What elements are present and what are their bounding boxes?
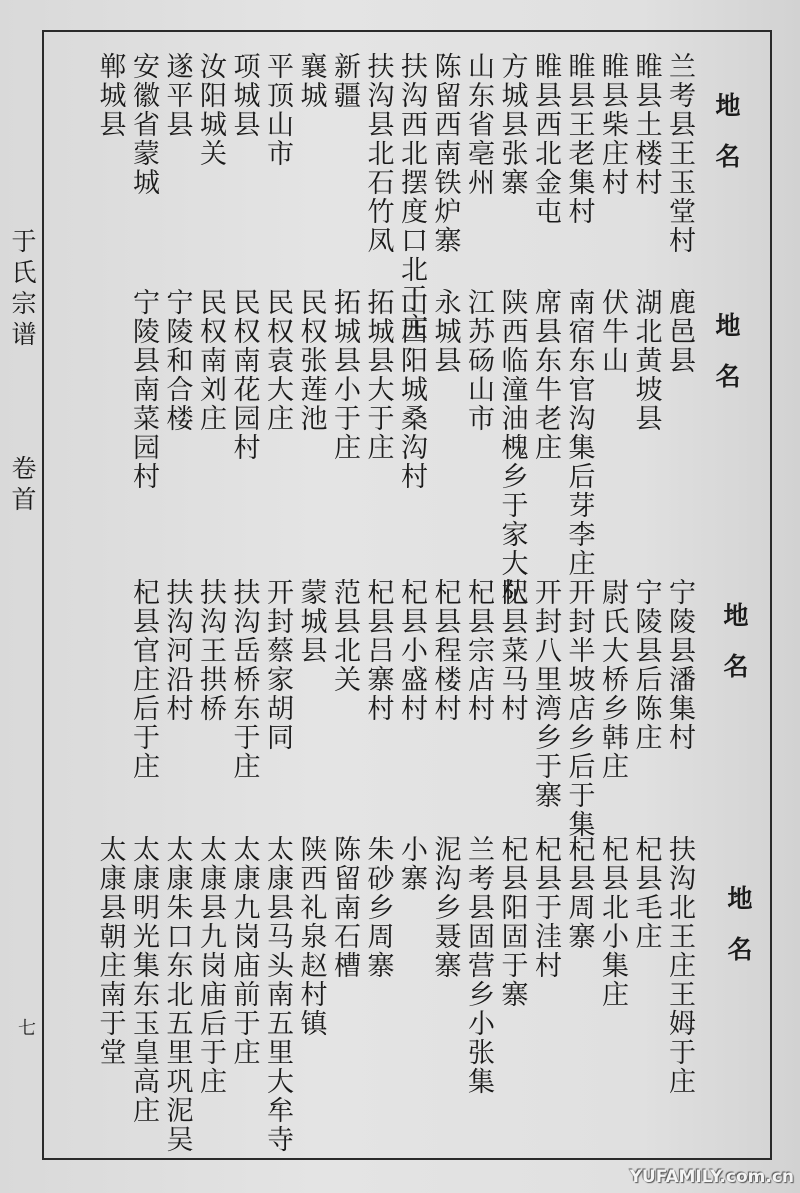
place-name-entry: 拓城县小于庄 [329, 288, 360, 462]
place-name-entry: 宁陵县南菜园村 [128, 288, 159, 491]
place-name-entry: 新疆 [329, 52, 360, 110]
section-header-2: 地名 [712, 312, 741, 414]
place-name-entry: 太康九岗庙前于庄 [228, 835, 260, 1067]
place-name-entry: 项城县 [228, 52, 260, 139]
place-name-entry: 太康县朝庄南于堂 [94, 835, 126, 1067]
place-name-entry: 范县北关 [329, 578, 360, 694]
place-name-entry: 拓城县大于庄 [362, 288, 394, 462]
place-name-entry: 遂平县 [161, 52, 193, 139]
book-title: 于氏宗谱 [8, 228, 37, 352]
place-name-entry: 杞县小盛村 [396, 578, 427, 723]
place-name-entry: 杞县于洼村 [530, 835, 561, 980]
place-name-entry: 江苏砀山市 [463, 288, 494, 433]
place-name-entry: 扶沟北王庄王姆于庄 [664, 835, 695, 1096]
place-name-entry: 山西阳城桑沟村 [396, 288, 427, 491]
place-name-entry: 睢县土楼村 [630, 52, 662, 197]
place-name-entry: 宁陵县潘集村 [664, 578, 695, 752]
place-name-entry: 永城县 [429, 288, 461, 375]
place-name-entry: 陕西礼泉赵村镇 [295, 835, 327, 1038]
place-name-entry: 民权袁大庄 [262, 288, 293, 433]
page-number: 七 [15, 1018, 36, 1038]
place-name-entry: 平顶山市 [262, 52, 293, 168]
place-name-entry: 扶沟王拱桥 [195, 578, 226, 723]
place-name-entry: 民权张莲池 [295, 288, 327, 433]
place-name-entry: 杞县程楼村 [429, 578, 461, 723]
place-name-entry: 方城县张寨 [496, 52, 528, 197]
place-name-entry: 南宿东官沟集后芽李庄 [563, 288, 595, 578]
place-name-entry: 杞县宗店村 [463, 578, 494, 723]
place-name-entry: 睢县西北金屯 [530, 52, 561, 226]
place-name-entry: 民权南刘庄 [195, 288, 226, 433]
place-name-entry: 杞县菜马村 [496, 578, 528, 723]
place-name-entry: 太康朱口东北五里巩泥吴 [161, 835, 193, 1154]
place-name-entry: 杞县阳固于寨 [496, 835, 528, 1009]
place-name-entry: 睢县王老集村 [563, 52, 595, 226]
watermark: YUFAMILY.com.cn [629, 1167, 794, 1187]
section-header-3: 地名 [720, 602, 749, 704]
place-name-entry: 太康县九岗庙后于庄 [195, 835, 226, 1096]
place-name-entry: 宁陵县后陈庄 [630, 578, 662, 752]
place-name-entry: 太康县马头南五里大牟寺 [262, 835, 293, 1154]
place-name-entry: 兰考县固营乡小张集 [463, 835, 494, 1096]
place-name-entry: 扶沟县北石竹凤 [362, 52, 394, 255]
place-name-entry: 扶沟岳桥东于庄 [228, 578, 260, 781]
place-name-entry: 安徽省蒙城 [128, 52, 159, 197]
place-name-entry: 陈留南石槽 [329, 835, 360, 980]
place-name-entry: 郸城县 [94, 52, 126, 139]
place-name-entry: 宁陵和合楼 [161, 288, 193, 433]
place-name-entry: 汝阳城关 [195, 52, 226, 168]
place-name-entry: 席县东牛老庄 [530, 288, 561, 462]
place-name-entry: 山东省亳州 [463, 52, 494, 197]
place-name-entry: 泥沟乡聂寨 [429, 835, 461, 980]
place-name-entry: 扶沟河沿村 [161, 578, 193, 723]
place-name-entry: 杞县吕寨村 [362, 578, 394, 723]
volume-label: 卷首 [8, 455, 37, 517]
place-name-entry: 朱砂乡周寨 [362, 835, 394, 980]
place-name-entry: 杞县毛庄 [630, 835, 662, 951]
place-name-entry: 尉氏大桥乡韩庄 [597, 578, 628, 781]
place-name-entry: 开封八里湾乡于寨 [530, 578, 561, 810]
place-name-entry: 杞县北小集庄 [597, 835, 628, 1009]
place-name-entry: 湖北黄坡县 [630, 288, 662, 433]
place-name-entry: 陈留西南铁炉寨 [429, 52, 461, 255]
place-name-entry: 伏牛山 [597, 288, 628, 375]
place-name-entry: 小寨 [396, 835, 427, 893]
place-name-entry: 开封蔡家胡同 [262, 578, 293, 752]
place-name-entry: 杞县官庄后于庄 [128, 578, 159, 781]
place-name-entry: 鹿邑县 [664, 288, 695, 375]
place-name-entry: 开封半坡店乡后于集 [563, 578, 595, 839]
section-header-4: 地名 [724, 885, 753, 987]
place-name-entry: 民权南花园村 [228, 288, 260, 462]
place-name-entry: 睢县柴庄村 [597, 52, 628, 197]
place-name-entry: 太康明光集东玉皇高庄 [128, 835, 159, 1125]
place-name-entry: 蒙城县 [295, 578, 327, 665]
place-name-entry: 陕西临潼油槐乡于家大队 [496, 288, 528, 607]
section-header-1: 地名 [712, 92, 741, 194]
place-name-entry: 杞县周寨 [563, 835, 595, 951]
place-name-entry: 兰考县王玉堂村 [664, 52, 695, 255]
place-name-entry: 扶沟西北摆度口北于庄 [396, 52, 427, 342]
place-name-entry: 襄城 [295, 52, 327, 110]
